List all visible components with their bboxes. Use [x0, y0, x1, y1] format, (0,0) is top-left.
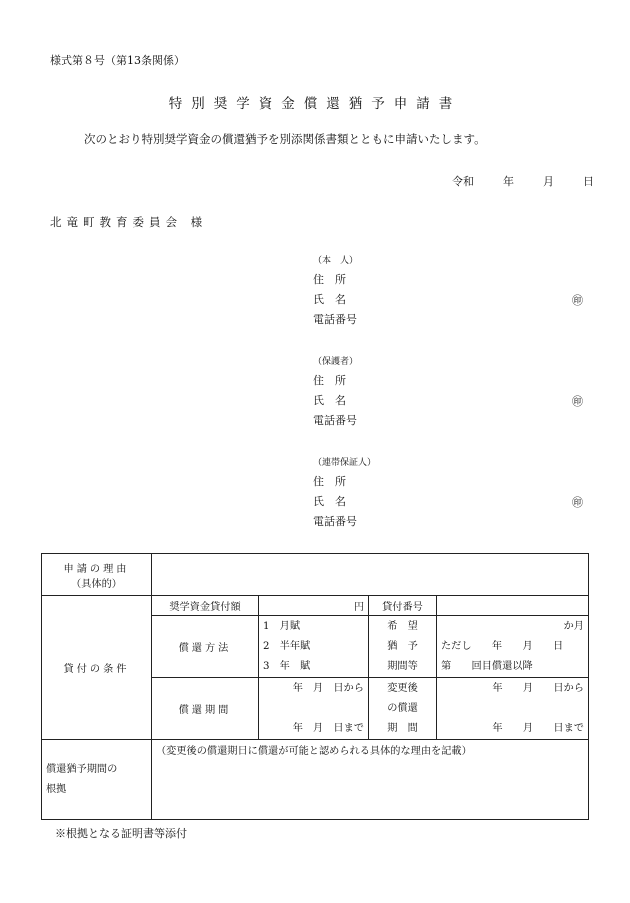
phone-field[interactable]: [313, 411, 583, 431]
date-line: [452, 173, 594, 189]
party-role: （連帯保証人）: [313, 458, 377, 468]
basis-input-cell[interactable]: [152, 740, 589, 820]
address-field[interactable]: [313, 472, 583, 492]
name-label: 氏 名: [313, 394, 346, 407]
reason-label-cell: [42, 554, 152, 596]
address-label: 住 所: [313, 273, 346, 286]
basis-label-line1: 償還猶予期間の: [46, 763, 118, 775]
document-title: 特別奨学資金償還猶予申請書: [168, 96, 462, 112]
loan-amount-cell[interactable]: [259, 596, 369, 616]
loan-conditions-label: 貸付の条件: [42, 596, 152, 740]
phone-label: 電話番号: [313, 414, 357, 427]
after-change-label: [369, 678, 437, 740]
repay-option-semiannual[interactable]: 2 半年賦: [263, 640, 311, 652]
application-table: [41, 553, 589, 820]
form-number: 様式第８号（第13条関係）: [50, 54, 185, 67]
party-applicant: [313, 252, 583, 330]
address-label: 住 所: [313, 374, 346, 387]
after-change-label-1: 変更後: [387, 682, 418, 694]
reason-input-cell[interactable]: [152, 554, 589, 596]
seal-mark: ㊞: [572, 395, 583, 408]
intro-text: 次のとおり特別奨学資金の償還猶予を別添関係書類とともに申請いたします。: [84, 132, 486, 146]
address-label: 住 所: [313, 475, 346, 488]
name-label: 氏 名: [313, 293, 346, 306]
date-year: 年: [503, 175, 514, 188]
desired-deferral-cell[interactable]: [437, 616, 589, 678]
desired-label-2: 猶 予: [387, 640, 418, 652]
desired-deferral-label: [369, 616, 437, 678]
repay-to-date: 年 月 日まで: [292, 722, 364, 734]
reason-sublabel: （具体的）: [71, 578, 122, 590]
party-guarantor: [313, 454, 583, 532]
repay-period-label: 償還期間: [152, 678, 259, 740]
recipient: 北竜町教育委員会 様: [50, 215, 208, 229]
after-from-date: 年 月 日から: [492, 682, 584, 694]
loan-amount-label: 奨学資金貸付額: [152, 596, 259, 616]
name-field[interactable]: [313, 492, 583, 512]
name-label: 氏 名: [313, 495, 346, 508]
repay-method-options[interactable]: [259, 616, 369, 678]
phone-field[interactable]: [313, 310, 583, 330]
after-change-label-3: 期 間: [387, 722, 418, 734]
repay-from-date: 年 月 日から: [292, 682, 364, 694]
proviso-date: ただし 年 月 日: [441, 640, 564, 652]
party-role: （保護者）: [313, 357, 359, 367]
name-field[interactable]: [313, 290, 583, 310]
basis-note: （変更後の償還期日に償還が可能と認められる具体的な理由を記載）: [156, 746, 472, 757]
repay-period-cell[interactable]: [259, 678, 369, 740]
seal-mark: ㊞: [572, 496, 583, 509]
address-field[interactable]: [313, 371, 583, 391]
date-day: 日: [583, 175, 594, 188]
repay-option-annual[interactable]: 3 年 賦: [263, 660, 311, 672]
phone-label: 電話番号: [313, 515, 357, 528]
desired-label-3: 期間等: [387, 660, 418, 672]
repay-option-monthly[interactable]: 1 月賦: [263, 620, 301, 632]
seal-mark: ㊞: [572, 294, 583, 307]
after-change-cell[interactable]: [437, 678, 589, 740]
after-change-label-2: の償還: [387, 702, 418, 714]
loan-number-label: 貸付番号: [369, 596, 437, 616]
phone-field[interactable]: [313, 512, 583, 532]
party-guardian: [313, 353, 583, 431]
loan-number-cell[interactable]: [437, 596, 589, 616]
reason-label: 申請の理由: [63, 563, 130, 575]
from-installment: 第 回目償還以降: [441, 660, 533, 672]
yen-unit: 円: [353, 602, 364, 613]
footnote: ※根拠となる証明書等添付: [55, 827, 187, 840]
basis-label-line2: 根拠: [46, 783, 67, 795]
party-role: （本 人）: [313, 256, 359, 266]
repay-method-label: 償還方法: [152, 616, 259, 678]
name-field[interactable]: [313, 391, 583, 411]
after-to-date: 年 月 日まで: [492, 722, 584, 734]
date-month: 月: [543, 175, 554, 188]
phone-label: 電話番号: [313, 313, 357, 326]
date-era: 令和: [452, 175, 474, 188]
desired-label-1: 希 望: [387, 620, 418, 632]
address-field[interactable]: [313, 270, 583, 290]
months-unit: か月: [563, 620, 584, 632]
basis-label-cell: [42, 740, 152, 820]
